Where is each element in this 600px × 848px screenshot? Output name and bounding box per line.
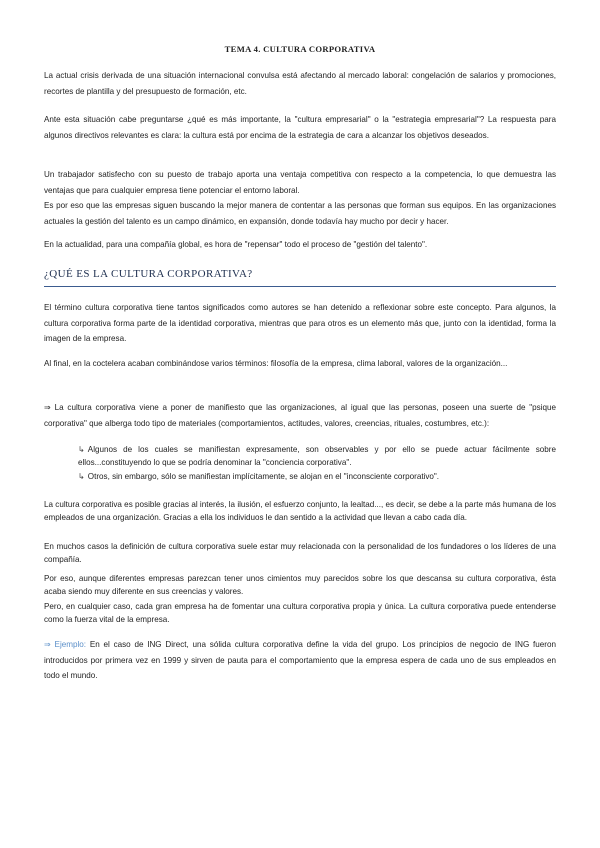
section-paragraph-4d: Pero, en cualquier caso, cada gran empresa ha de fomentar una cultura corporativa propia y única. La cultura corporativa puede entenderse como la fuerza vital de la empresa. — [44, 602, 556, 625]
bullet-arrow-icon: ↳ — [78, 472, 85, 481]
section-heading: ¿QUÉ ES LA CULTURA CORPORATIVA? — [44, 268, 253, 280]
section-paragraph-2: Al final, en la coctelera acaban combinándose varios términos: filosofía de la empresa, clima laboral, valores de la organización... — [44, 359, 508, 368]
bullet-text-1: Algunos de los cuales se manifiestan expresamente, son observables y por ello se puede actuar fácilmente sobre ellos...constituyendo lo que se podría denominar la "conciencia corporativa". — [78, 445, 556, 468]
example-text: En el caso de ING Direct, una sólida cultura corporativa define la vida del grupo. Los principios de negocio de ING fueron introducidos por primera vez en 1999 y sirven de pauta para el comportamiento que la empresa espera de cada uno de sus empleados en todo el mundo. — [44, 640, 556, 680]
intro-paragraph-3b: Es por eso que las empresas siguen buscando la mejor manera de contentar a las personas que forman sus equipos. En las organizaciones actuales la gestión del talento es un campo dinámico, en expansión, donde todavía hay mucho por decir y hacer. — [44, 201, 556, 226]
intro-paragraph-3a: Un trabajador satisfecho con su puesto de trabajo aporta una ventaja competitiva con respecto a la competencia, lo que demuestra las ventajas que para cualquier empresa tiene potenciar el entorno laboral. — [44, 170, 556, 195]
section-paragraph-4b: En muchos casos la definición de cultura corporativa suele estar muy relacionada con la personalidad de los fundadores o los líderes de una compañía. — [44, 542, 556, 565]
bullet-item-1 — [78, 443, 556, 470]
bullet-text-2: Otros, sin embargo, sólo se manifiestan implícitamente, se alojan en el "inconsciente corporativo". — [87, 472, 440, 481]
section-divider — [44, 286, 556, 287]
section-paragraph-1: El término cultura corporativa tiene tantos significados como autores se han detenido a reflexionar sobre este concepto. Para algunos, la cultura corporativa forma parte de la identidad corporativa, mientras que para otros es un elemento más que, junto con la identidad, forma la imagen de la empresa. — [44, 303, 556, 343]
arrow-icon: ⇒ — [44, 403, 51, 412]
section-paragraph-4a: La cultura corporativa es posible gracias al interés, la ilusión, el esfuerzo conjunto, la lealtad..., es decir, se debe a la parte más humana de los empleados de una organización. Gracias a ella los individuos le dan sentido a la actividad que llevan a cabo cada día. — [44, 500, 556, 523]
example-paragraph — [44, 637, 556, 684]
section-paragraph-4c: Por eso, aunque diferentes empresas parezcan tener unos cimientos muy parecidos sobre los que descansa su cultura corporativa, ésta acaba siendo muy diferente en sus creencias y valores. — [44, 574, 556, 597]
bullet-item-2 — [78, 470, 556, 483]
example-label: ⇒ Ejemplo: — [44, 640, 87, 649]
section-paragraph-3 — [44, 400, 556, 431]
intro-paragraph-2: Ante esta situación cabe preguntarse ¿qué es más importante, la "cultura empresarial" o la "estrategia empresarial"? La respuesta para algunos directivos relevantes es clara: la cultura está por encima de la estrategia de cara a alcanzar los objetivos deseados. — [44, 115, 556, 140]
intro-paragraph-3c: En la actualidad, para una compañía global, es hora de "repensar" todo el proceso de "gestión del talento". — [44, 240, 428, 249]
intro-paragraph-1: La actual crisis derivada de una situación internacional convulsa está afectando al mercado laboral: congelación de salarios y promociones, recortes de plantilla y del presupuesto de formación, etc. — [44, 71, 556, 96]
bullet-arrow-icon: ↳ — [78, 445, 85, 454]
section-paragraph-3-text: La cultura corporativa viene a poner de manifiesto que las organizaciones, al igual que las personas, poseen una suerte de "psique corporativa" que alberga todo tipo de materiales (comportamientos, actitudes, valores, creencias, rituales, costumbres, etc.): — [44, 403, 557, 428]
document-title: TEMA 4. CULTURA CORPORATIVA — [224, 44, 376, 54]
